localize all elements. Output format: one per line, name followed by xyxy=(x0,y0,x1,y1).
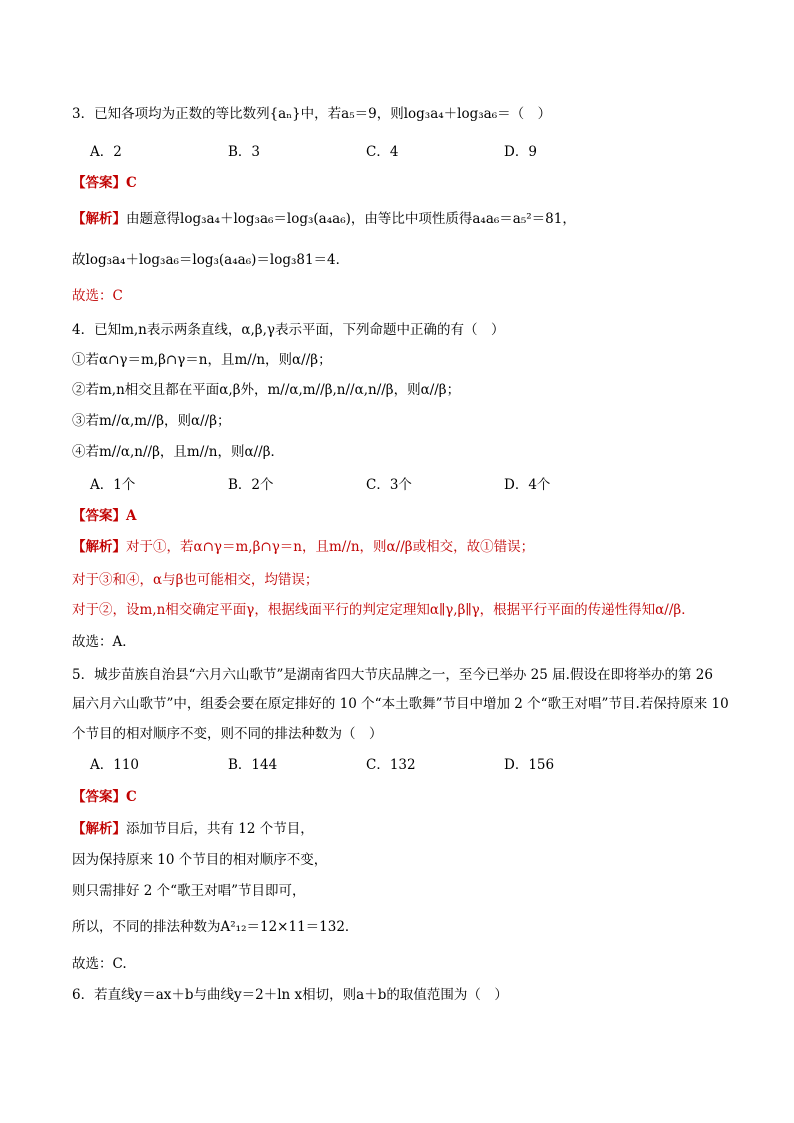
q4-answer: 【答案】A xyxy=(72,508,137,524)
q4-option-d: D．4个 xyxy=(504,477,551,493)
q4-option-b: B．2个 xyxy=(228,477,274,493)
q5-option-d: D．156 xyxy=(504,757,555,773)
q5-options xyxy=(90,755,642,775)
q4-stem: 4．已知m,n表示两条直线，α,β,γ表示平面，下列命题中正确的有（ ） xyxy=(72,322,505,338)
q3-analysis-tag: 【解析】 xyxy=(72,211,126,227)
q5-stem-line3: 个节目的相对顺序不变，则不同的排法种数为（ ） xyxy=(72,726,383,742)
q4-prop-4: ④若m//α,n//β，且m//n，则α//β． xyxy=(72,444,285,460)
q5-answer: 【答案】C xyxy=(72,789,137,805)
q5-analysis-line1 xyxy=(72,819,314,839)
q4-analysis-line3: 对于②，设m,n相交确定平面γ，根据线面平行的判定定理知α∥γ,β∥γ，根据平行平面的传递性得知α//β． xyxy=(72,602,695,618)
q3-option-d: D．9 xyxy=(504,144,537,160)
q4-analysis-line2: 对于③和④，α与β也可能相交，均错误； xyxy=(72,572,319,588)
q4-options xyxy=(90,475,642,495)
q5-analysis-text1: 添加节目后，共有 12 个节目， xyxy=(126,821,314,837)
q3-option-b: B．3 xyxy=(228,144,261,160)
q6-stem: 6．若直线y＝ax＋b与曲线y＝2＋ln x相切，则a＋b的取值范围为（ ） xyxy=(72,987,508,1003)
q4-analysis-tag: 【解析】 xyxy=(72,539,126,555)
q5-analysis-line3: 则只需排好 2 个“歌王对唱”节目即可， xyxy=(72,883,306,899)
q5-stem-line2: 届六月六山歌节”中，组委会要在原定排好的 10 个“本土歌舞”节目中增加 2 个“歌王对唱”节目.若保持原来 10 xyxy=(72,696,729,712)
q4-analysis-line1 xyxy=(72,537,534,557)
q4-prop-2: ②若m,n相交且都在平面α,β外，m//α,m//β,n//α,n//β，则α//β； xyxy=(72,382,461,398)
q4-choose: 故选：A． xyxy=(72,634,136,650)
q3-analysis-line2: 故log₃a₄＋log₃a₆＝log₃(a₄a₆)＝log₃81＝4． xyxy=(72,252,350,268)
q3-option-a: A．2 xyxy=(90,144,122,160)
q3-options xyxy=(90,142,642,162)
q5-analysis-line4: 所以，不同的排法种数为A²₁₂＝12×11＝132． xyxy=(72,919,359,935)
q3-stem: 3．已知各项均为正数的等比数列{aₙ}中，若a₅＝9，则log₃a₄＋log₃a₆＝（ ） xyxy=(72,106,552,122)
q3-analysis-line1 xyxy=(72,209,576,229)
q4-option-c: C．3个 xyxy=(366,477,412,493)
q3-choose: 故选：C xyxy=(72,288,123,304)
q3-analysis-text1: 由题意得log₃a₄＋log₃a₆＝log₃(a₄a₆)，由等比中项性质得a₄a₆＝a₅²＝81， xyxy=(126,211,576,227)
q4-prop-1: ①若α∩γ＝m,β∩γ＝n，且m//n，则α//β； xyxy=(72,352,332,368)
q5-analysis-line2: 因为保持原来 10 个节目的相对顺序不变， xyxy=(72,852,328,868)
q3-answer: 【答案】C xyxy=(72,175,137,191)
q3-option-c: C．4 xyxy=(366,144,399,160)
q5-option-b: B．144 xyxy=(228,757,278,773)
q5-stem-line1: 5．城步苗族自治县“六月六山歌节”是湖南省四大节庆品牌之一，至今已举办 25 届.假设在即将举办的第 26 xyxy=(72,667,713,683)
q4-option-a: A．1个 xyxy=(90,477,136,493)
q4-analysis-text1: 对于①，若α∩γ＝m,β∩γ＝n，且m//n，则α//β或相交，故①错误； xyxy=(126,539,535,555)
q5-option-a: A．110 xyxy=(90,757,140,773)
q5-choose: 故选：C. xyxy=(72,956,127,972)
q5-analysis-tag: 【解析】 xyxy=(72,821,126,837)
q5-option-c: C．132 xyxy=(366,757,416,773)
q4-prop-3: ③若m//α,m//β，则α//β； xyxy=(72,413,231,429)
